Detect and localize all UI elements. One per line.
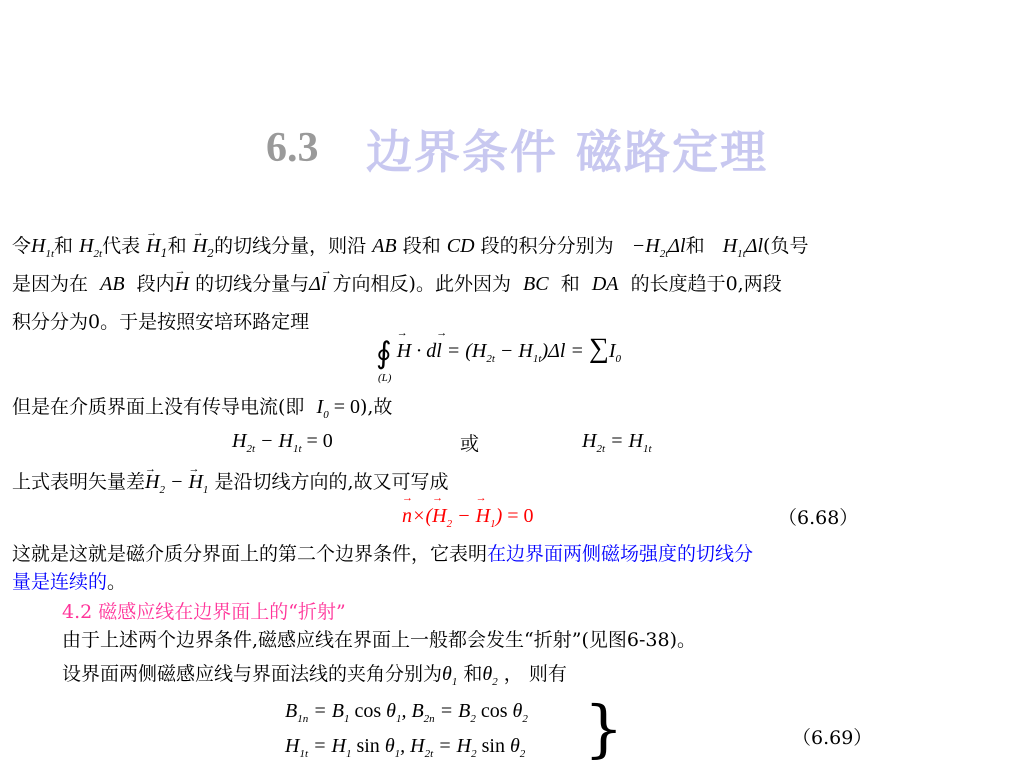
para4-a: 这就是这就是磁介质分界面上的第二个边界条件，它表明: [12, 543, 488, 565]
para2-b: ),故: [359, 396, 393, 418]
symbol-H2t: $H_{2t}$: [79, 235, 103, 260]
equation-number-6-68: （6.68）: [778, 507, 859, 529]
symbol-AB: AB: [372, 235, 397, 257]
para4-line1: [12, 540, 753, 568]
symbol-delta-l: Δ→ l: [309, 273, 326, 295]
para4-line2: [12, 568, 126, 596]
equation-6-68: → $n\times(\to H_2$ − → $H_1) = 0$: [402, 505, 534, 530]
para1-l2-f: 的长度趋于0,两段: [630, 273, 782, 295]
symbol-BC: BC: [523, 273, 549, 295]
eq-h2t-equals-h1t: $H_{2t} = H_{1t}$: [582, 430, 652, 455]
para1-line2: [12, 270, 782, 298]
eq-h2t-minus-h1t: $H_{2t} - H_{1t} = 0$: [232, 430, 333, 455]
symbol-H2-vector: → H: [193, 232, 207, 260]
ampere-equation-body: → $H \cdot d\to l = (H_{2t} - H_{1t})\Delta l = \sum I_0$: [397, 340, 621, 362]
symbol-H1-vector: → H: [146, 232, 160, 260]
para3-b: 是沿切线方向的,故又可写成: [214, 471, 449, 493]
para1-l1-f: 段和: [402, 235, 441, 257]
para1-l2-b: 段内: [136, 273, 175, 295]
contour-integral-symbol: ∮: [376, 336, 392, 371]
para3-a: 上式表明矢量差: [12, 471, 146, 493]
para1-l1-g: 段的积分分别为: [480, 235, 614, 257]
para1-line3: 积分分为0。于是按照安培环路定理: [12, 311, 310, 333]
para4-emphasis-2: 量是连续的: [12, 571, 108, 593]
equation-6-69-line2: $H_{1t} = H_1$ $\sin \theta_1$, $H_{2t} = H_2$ $\sin \theta_2$: [285, 735, 526, 760]
para1-line1: 令$H_{1t}$和 $H_{2t}$代表 → $H_1$和 → $H_2$的切线分量，则沿 AB 段和 CD 段的积分分别为 $-H_{2t}\Delta l$和 $H_{1t}\Delta l$(负号: [12, 232, 808, 268]
para4-d: 。: [107, 571, 127, 593]
para6: [62, 660, 567, 696]
para4-emphasis-1: 在边界面两侧磁场强度的切线分: [487, 543, 754, 565]
para2: [12, 393, 392, 429]
equation-number-6-69: （6.69）: [792, 727, 873, 749]
symbol-AB-2: AB: [100, 273, 125, 295]
expr-I0-zero: $I_0 = 0$: [316, 396, 360, 421]
section-heading: 4.2 磁感应线在边界面上的“折射”: [62, 601, 346, 623]
equation-6-69-line1: $B_{1n} = B_1$ $\cos \theta_1$, $B_{2n} = B_2$ $\cos \theta_2$: [285, 700, 528, 725]
para1-l2-d: 方向相反)。此外因为: [332, 273, 511, 295]
para6-c: ， 则有: [503, 663, 567, 685]
para1-l2-a: 是因为在: [12, 273, 89, 295]
para2-a: 但是在介质界面上没有传导电流(即: [12, 396, 305, 418]
para3: [12, 468, 449, 504]
loop-label: (L): [378, 372, 392, 384]
symbol-H-vector: → H: [175, 270, 189, 298]
title-number: 6.3: [266, 125, 319, 171]
para6-a: 设界面两侧磁感应线与界面法线的夹角分别为: [62, 663, 443, 685]
symbol-H1t: $H_{1t}$: [31, 235, 55, 260]
symbol-theta1: $\theta_1$: [442, 663, 458, 688]
para1-l1-a: 令: [12, 235, 32, 257]
para1-l1-d: 和: [167, 235, 187, 257]
ampere-equation: [376, 333, 622, 371]
page-title: 边界条件 磁路定理: [366, 125, 769, 179]
para1-l1-i: (负号: [763, 235, 809, 257]
para5: 由于上述两个边界条件,磁感应线在界面上一般都会发生“折射”(见图6-38)。: [62, 629, 696, 651]
expr-H1t-dl: $H_{1t}\Delta l$: [722, 235, 764, 260]
expr-vector-difference: → $H_2$ − → $H_1$: [145, 471, 208, 493]
symbol-DA: DA: [591, 273, 619, 295]
para6-b: 和: [463, 663, 483, 685]
para1-l1-h: 和: [685, 235, 705, 257]
symbol-theta2: $\theta_2$: [482, 663, 498, 688]
para1-l1-b: 和: [54, 235, 74, 257]
expr-minus-H2t-dl: $-H_{2t}\Delta l$: [631, 235, 686, 260]
para1-l2-e: 和: [560, 273, 580, 295]
or-word: 或: [460, 433, 480, 455]
para1-l1-e: 的切线分量，则沿: [214, 235, 367, 257]
symbol-CD: CD: [446, 235, 475, 257]
right-brace: }: [584, 692, 624, 765]
para1-l1-c: 代表: [102, 235, 141, 257]
para1-l2-c: 的切线分量与: [195, 273, 310, 295]
